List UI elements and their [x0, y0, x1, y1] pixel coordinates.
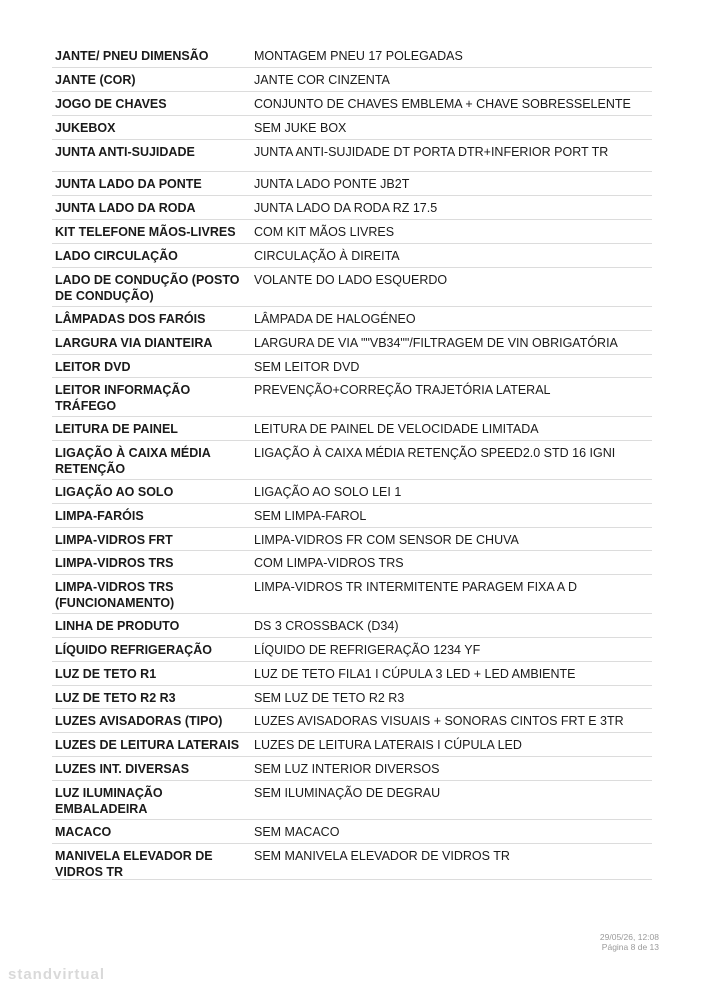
- table-row: [52, 480, 652, 504]
- row-key: KIT TELEFONE MÃOS-LIVRES: [55, 225, 236, 239]
- table-row: [52, 575, 652, 614]
- row-key: LÂMPADAS DOS FARÓIS: [55, 312, 206, 326]
- table-row: [52, 196, 652, 220]
- row-value: CIRCULAÇÃO À DIREITA: [254, 249, 400, 263]
- table-row: [52, 441, 652, 480]
- row-key: JUKEBOX: [55, 121, 116, 135]
- row-key: LARGURA VIA DIANTEIRA: [55, 336, 213, 350]
- row-value: SEM JUKE BOX: [254, 121, 347, 135]
- row-value: LIMPA-VIDROS TR INTERMITENTE PARAGEM FIXA A D: [254, 580, 577, 594]
- row-value: SEM LIMPA-FAROL: [254, 509, 367, 523]
- table-row: [52, 551, 652, 575]
- row-key: LIGAÇÃO AO SOLO: [55, 485, 174, 499]
- row-key: LADO DE CONDUÇÃO (POSTO DE CONDUÇÃO): [55, 273, 240, 303]
- page-number: Página 8 de 13: [601, 942, 659, 952]
- table-row: [52, 528, 652, 551]
- row-value: SEM MACACO: [254, 825, 340, 839]
- row-value: LEITURA DE PAINEL DE VELOCIDADE LIMITADA: [254, 422, 539, 436]
- table-row: [52, 844, 652, 880]
- row-value: PREVENÇÃO+CORREÇÃO TRAJETÓRIA LATERAL: [254, 383, 551, 397]
- watermark-logo: standvirtual: [8, 966, 106, 983]
- row-key: JOGO DE CHAVES: [55, 97, 167, 111]
- table-row: [52, 331, 652, 355]
- row-key: LADO CIRCULAÇÃO: [55, 249, 178, 263]
- row-key: JUNTA LADO DA RODA: [55, 201, 196, 215]
- table-row: [52, 781, 652, 820]
- row-value: COM KIT MÃOS LIVRES: [254, 225, 395, 239]
- row-value: DS 3 CROSSBACK (D34): [254, 619, 399, 633]
- row-key: LEITOR DVD: [55, 360, 131, 374]
- spec-table: [52, 44, 652, 880]
- row-value: COM LIMPA-VIDROS TRS: [254, 556, 404, 570]
- row-key: LUZES INT. DIVERSAS: [55, 762, 190, 776]
- table-row: [52, 417, 652, 441]
- row-value: LUZES DE LEITURA LATERAIS I CÚPULA LED: [254, 738, 522, 752]
- row-value: LIGAÇÃO AO SOLO LEI 1: [254, 485, 402, 499]
- table-row: [52, 92, 652, 116]
- table-row: [52, 68, 652, 92]
- row-value: SEM LUZ DE TETO R2 R3: [254, 691, 405, 705]
- table-row: [52, 355, 652, 378]
- row-value: LARGURA DE VIA ""VB34""/FILTRAGEM DE VIN OBRIGATÓRIA: [254, 336, 618, 350]
- table-row: [52, 820, 652, 844]
- table-row: [52, 172, 652, 196]
- row-key: JUNTA LADO DA PONTE: [55, 177, 202, 191]
- table-row: [52, 307, 652, 331]
- row-key: LIMPA-VIDROS FRT: [55, 533, 173, 547]
- table-row: [52, 709, 652, 733]
- row-key: LIMPA-FARÓIS: [55, 509, 144, 523]
- row-value: JANTE COR CINZENTA: [254, 73, 390, 87]
- row-key: LUZES AVISADORAS (TIPO): [55, 714, 223, 728]
- row-key: JANTE (COR): [55, 73, 136, 87]
- row-value: LIGAÇÃO À CAIXA MÉDIA RETENÇÃO SPEED2.0 STD 16 IGNI: [254, 446, 616, 460]
- table-row: [52, 504, 652, 528]
- row-value: SEM LEITOR DVD: [254, 360, 360, 374]
- table-row: [52, 244, 652, 268]
- row-value: LUZ DE TETO FILA1 I CÚPULA 3 LED + LED AMBIENTE: [254, 667, 576, 681]
- row-value: CONJUNTO DE CHAVES EMBLEMA + CHAVE SOBRESSELENTE: [254, 97, 631, 111]
- table-row: [52, 268, 652, 307]
- print-timestamp: 29/05/26, 12:08: [599, 932, 659, 942]
- table-row: [52, 638, 652, 662]
- row-key: JUNTA ANTI-SUJIDADE: [55, 145, 195, 159]
- row-key: LEITOR INFORMAÇÃO TRÁFEGO: [55, 383, 191, 413]
- row-value: VOLANTE DO LADO ESQUERDO: [254, 273, 448, 287]
- row-key: LIMPA-VIDROS TRS: [55, 556, 174, 570]
- row-key: LINHA DE PRODUTO: [55, 619, 180, 633]
- row-key: LUZ DE TETO R2 R3: [55, 691, 176, 705]
- row-key: LEITURA DE PAINEL: [55, 422, 178, 436]
- table-row: [52, 44, 652, 68]
- row-value: JUNTA ANTI-SUJIDADE DT PORTA DTR+INFERIOR PORT TR: [254, 145, 609, 159]
- table-row: [52, 686, 652, 709]
- row-key: LIMPA-VIDROS TRS (FUNCIONAMENTO): [55, 580, 175, 610]
- row-value: SEM MANIVELA ELEVADOR DE VIDROS TR: [254, 849, 510, 863]
- row-value: MONTAGEM PNEU 17 POLEGADAS: [254, 49, 463, 63]
- table-row: [52, 116, 652, 140]
- row-key: MACACO: [55, 825, 112, 839]
- row-value: LÍQUIDO DE REFRIGERAÇÃO 1234 YF: [254, 643, 481, 657]
- row-key: LUZES DE LEITURA LATERAIS: [55, 738, 240, 752]
- row-key: LÍQUIDO REFRIGERAÇÃO: [55, 643, 212, 657]
- table-row: [52, 140, 652, 172]
- table-row: [52, 220, 652, 244]
- row-value: SEM LUZ INTERIOR DIVERSOS: [254, 762, 440, 776]
- table-row: [52, 662, 652, 686]
- row-key: LUZ ILUMINAÇÃO EMBALADEIRA: [55, 786, 163, 816]
- row-value: JUNTA LADO DA RODA RZ 17.5: [254, 201, 438, 215]
- row-key: LIGAÇÃO À CAIXA MÉDIA RETENÇÃO: [55, 446, 211, 476]
- table-row: [52, 378, 652, 417]
- row-value: LIMPA-VIDROS FR COM SENSOR DE CHUVA: [254, 533, 519, 547]
- row-key: MANIVELA ELEVADOR DE VIDROS TR: [55, 849, 213, 879]
- row-value: LÂMPADA DE HALOGÉNEO: [254, 312, 416, 326]
- table-row: [52, 733, 652, 757]
- row-value: LUZES AVISADORAS VISUAIS + SONORAS CINTOS FRT E 3TR: [254, 714, 624, 728]
- table-row: [52, 757, 652, 781]
- row-value: SEM ILUMINAÇÃO DE DEGRAU: [254, 786, 441, 800]
- row-value: JUNTA LADO PONTE JB2T: [254, 177, 410, 191]
- row-key: JANTE/ PNEU DIMENSÃO: [55, 49, 209, 63]
- table-row: [52, 614, 652, 638]
- page-footer: [600, 932, 659, 952]
- row-key: LUZ DE TETO R1: [55, 667, 157, 681]
